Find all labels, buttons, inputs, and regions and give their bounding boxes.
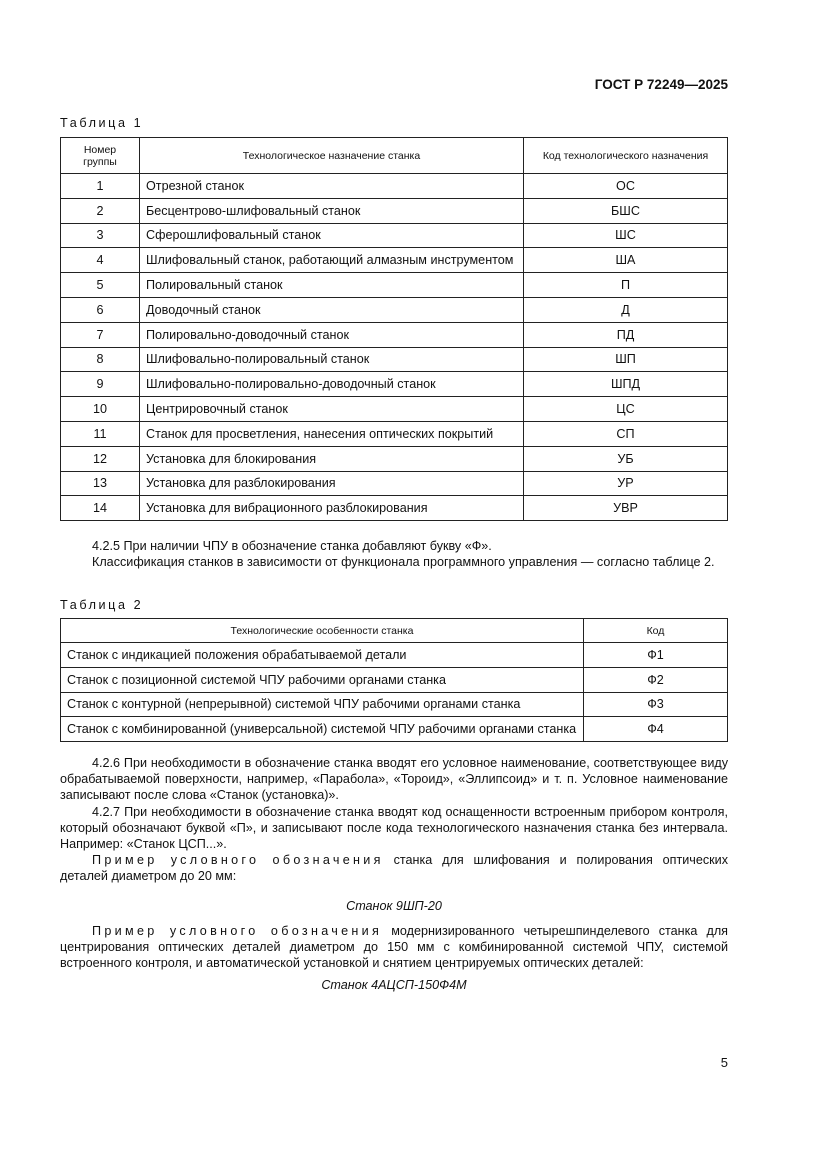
example-label: Пример условного обозначения	[92, 853, 384, 868]
table-cell: 6	[61, 297, 140, 322]
paragraph-4-2-6	[60, 755, 728, 885]
example-text: станка для шлифования и полирования оптических деталей диаметром до 20 мм:	[60, 853, 729, 884]
table-cell: Установка для разблокирования	[140, 471, 524, 496]
table-cell: УР	[524, 471, 728, 496]
paragraph-line: Классификация станков в зависимости от функционала программного управления — согласно таблице 2.	[92, 555, 715, 570]
table-row	[61, 223, 728, 248]
table-cell: Станок для просветления, нанесения оптических покрытий	[140, 421, 524, 446]
table-cell: Полировальный станок	[140, 273, 524, 298]
table-cell: П	[524, 273, 728, 298]
table-row	[61, 347, 728, 372]
table-cell: ЦС	[524, 397, 728, 422]
table-row	[61, 496, 728, 521]
column-header: Технологические особенности станка	[61, 619, 584, 643]
table-row	[61, 248, 728, 273]
table-cell: ОС	[524, 174, 728, 199]
table-row	[61, 667, 728, 692]
table-cell: Ф1	[584, 643, 728, 668]
table-row	[61, 471, 728, 496]
table-header-row	[61, 138, 728, 174]
table-cell: ШС	[524, 223, 728, 248]
table-cell: Д	[524, 297, 728, 322]
table-cell: Ф4	[584, 717, 728, 742]
table-cell: Станок с комбинированной (универсальной) системой ЧПУ рабочими органами станка	[61, 717, 584, 742]
table-cell: Станок с позиционной системой ЧПУ рабочими органами станка	[61, 667, 584, 692]
example-1-code: Станок 9ШП-20	[346, 899, 442, 913]
table-cell: 5	[61, 273, 140, 298]
table-cell: 10	[61, 397, 140, 422]
column-header: Номер группы	[61, 138, 140, 174]
table-cell: Шлифовальный станок, работающий алмазным инструментом	[140, 248, 524, 273]
table-cell: Станок с контурной (непрерывной) системой ЧПУ рабочими органами станка	[61, 692, 584, 717]
table2-caption: Таблица 2	[60, 598, 144, 612]
example-text: модернизированного четырешпинделевого станка для центрирования оптических деталей диаметром до 150 мм с комбинированной системой ЧПУ, системой встроенного контроля, и автоматической установкой и снятием центрируемых оптических деталей:	[60, 924, 729, 971]
table-cell: 13	[61, 471, 140, 496]
table-cell: 4	[61, 248, 140, 273]
table-cell: ШПД	[524, 372, 728, 397]
table-row	[61, 717, 728, 742]
table-row	[61, 643, 728, 668]
table-row	[61, 397, 728, 422]
table-cell: БШС	[524, 198, 728, 223]
table-cell: 3	[61, 223, 140, 248]
table-cell: 2	[61, 198, 140, 223]
table-cell: 1	[61, 174, 140, 199]
table-2	[60, 618, 728, 742]
column-header: Код технологического назначения	[524, 138, 728, 174]
table-cell: СП	[524, 421, 728, 446]
table-cell: Сферошлифовальный станок	[140, 223, 524, 248]
paragraph-4-2-5	[60, 538, 728, 570]
paragraph-line: 4.2.5 При наличии ЧПУ в обозначение станка добавляют букву «Ф».	[92, 539, 492, 553]
table-row	[61, 421, 728, 446]
table-cell: ПД	[524, 322, 728, 347]
table1-caption: Таблица 1	[60, 116, 144, 130]
table-cell: Установка для вибрационного разблокирования	[140, 496, 524, 521]
table-header-row	[61, 619, 728, 643]
paragraph-4-2-7: 4.2.7 При необходимости в обозначение станка вводят код оснащенности встроенным прибором контроля, который обозначают буквой «П», и записывают после кода технологического назначения станка без интервала. Например: «Станок ЦСП...».	[60, 804, 728, 852]
table-cell: Станок с индикацией положения обрабатываемой детали	[61, 643, 584, 668]
table-cell: Ф3	[584, 692, 728, 717]
table-cell: Ф2	[584, 667, 728, 692]
table-cell: 12	[61, 446, 140, 471]
table-1	[60, 137, 728, 521]
table-cell: ША	[524, 248, 728, 273]
table-cell: Отрезной станок	[140, 174, 524, 199]
table-cell: 11	[61, 421, 140, 446]
example-1	[60, 852, 728, 884]
table-cell: УБ	[524, 446, 728, 471]
table-cell: Доводочный станок	[140, 297, 524, 322]
table-row	[61, 372, 728, 397]
table-row	[61, 692, 728, 717]
column-header: Код	[584, 619, 728, 643]
table-cell: 14	[61, 496, 140, 521]
table-cell: Полировально-доводочный станок	[140, 322, 524, 347]
table-row	[61, 297, 728, 322]
table-row	[61, 322, 728, 347]
table-cell: 9	[61, 372, 140, 397]
table-row	[61, 446, 728, 471]
table-row	[61, 174, 728, 199]
table-cell: 7	[61, 322, 140, 347]
table-cell: УВР	[524, 496, 728, 521]
paragraph-text: 4.2.6 При необходимости в обозначение станка вводят его условное наименование, соответствующее виду обрабатываемой поверхности, например, «Парабола», «Тороид», «Эллипсоид» и т. п. Условное наименование записывают после слова «Станок (установка)».	[60, 756, 728, 803]
example-label: Пример условного обозначения	[92, 924, 383, 938]
example-2-code: Станок 4АЦСП-150Ф4М	[321, 978, 467, 992]
table-cell: Центрировочный станок	[140, 397, 524, 422]
table-cell: Шлифовально-полировально-доводочный станок	[140, 372, 524, 397]
table-row	[61, 198, 728, 223]
table-cell: ШП	[524, 347, 728, 372]
table-cell: 8	[61, 347, 140, 372]
page-number: 5	[720, 1055, 728, 1070]
table-cell: Шлифовально-полировальный станок	[140, 347, 524, 372]
example-2	[60, 923, 728, 972]
document-id: ГОСТ Р 72249—2025	[594, 77, 728, 92]
table-cell: Установка для блокирования	[140, 446, 524, 471]
table-row	[61, 273, 728, 298]
table-cell: Бесцентрово-шлифовальный станок	[140, 198, 524, 223]
column-header: Технологическое назначение станка	[140, 138, 524, 174]
